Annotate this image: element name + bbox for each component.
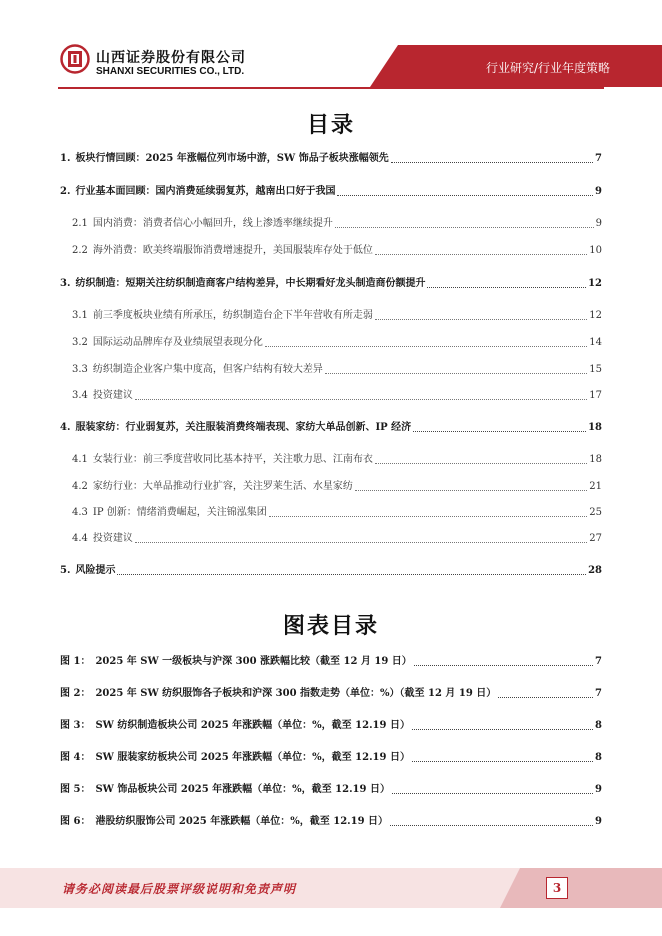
entry-title: 港股纺织服饰公司 2025 年涨跌幅（单位：%，截至 12.19 日） (95, 816, 389, 827)
figure-entry[interactable] (60, 813, 602, 829)
entry-page: 9 (595, 186, 602, 197)
page-footer (0, 868, 662, 908)
dot-leader (335, 227, 594, 228)
dot-leader (412, 729, 593, 730)
entry-title: 家纺行业：大单品推动行业扩容，关注罗莱生活、水星家纺 (92, 481, 353, 492)
entry-title: 板块行情回顾：2025 年涨幅位列市场中游，SW 饰品子板块涨幅领先 (75, 153, 389, 164)
entry-page: 9 (595, 816, 602, 827)
toc-subentry[interactable] (60, 334, 602, 350)
report-category-tag: 行业研究/行业年度策略 (485, 61, 610, 75)
entry-page: 12 (589, 310, 602, 321)
entry-title: 行业基本面回顾：国内消费延续弱复苏，越南出口好于我国 (75, 186, 336, 197)
entry-number: 3.1 (72, 310, 88, 321)
entry-title: SW 饰品板块公司 2025 年涨跌幅（单位：%，截至 12.19 日） (95, 784, 390, 795)
toc-entry[interactable] (60, 419, 602, 435)
dot-leader (414, 665, 593, 666)
dot-leader (337, 195, 593, 196)
entry-number: 3.3 (72, 364, 88, 375)
shanxi-securities-logo-icon (60, 44, 90, 74)
figure-entry[interactable] (60, 781, 602, 797)
header-divider (58, 87, 604, 89)
entry-page: 15 (589, 364, 602, 375)
toc-subentry[interactable] (60, 307, 602, 323)
toc-subentry[interactable] (60, 215, 602, 231)
entry-page: 28 (588, 565, 602, 576)
entry-number: 2.1 (72, 218, 88, 229)
entry-number: 图 3： (60, 720, 91, 731)
entry-page: 7 (595, 656, 602, 667)
toc-subentry[interactable] (60, 242, 602, 258)
entry-number: 5. (60, 565, 71, 576)
entry-number: 3.2 (72, 337, 88, 348)
entry-number: 2.2 (72, 245, 88, 256)
dot-leader (413, 431, 586, 432)
toc-subentry[interactable] (60, 451, 602, 467)
entry-number: 3. (60, 278, 71, 289)
toc-subentry[interactable] (60, 530, 602, 546)
entry-title: 国际运动品牌库存及业绩展望表现分化 (92, 337, 263, 348)
entry-title: 前三季度板块业绩有所承压，纺织制造台企下半年营收有所走弱 (92, 310, 373, 321)
page-number: 3 (546, 877, 568, 899)
toc-entry[interactable] (60, 275, 602, 291)
disclaimer-notice: 请务必阅读最后股票评级说明和免责声明 (62, 882, 297, 896)
entry-number: 图 2： (60, 688, 91, 699)
dot-leader (390, 825, 593, 826)
figure-entry[interactable] (60, 749, 602, 765)
dot-leader (498, 697, 593, 698)
entry-number: 4.3 (72, 507, 88, 518)
dot-leader (375, 319, 587, 320)
figure-entry[interactable] (60, 653, 602, 669)
entry-title: SW 服装家纺板块公司 2025 年涨跌幅（单位：%，截至 12.19 日） (95, 752, 410, 763)
entry-number: 图 4： (60, 752, 91, 763)
entry-number: 4.2 (72, 481, 88, 492)
dot-leader (412, 761, 593, 762)
entry-number: 4.1 (72, 454, 88, 465)
dot-leader (391, 162, 593, 163)
entry-page: 18 (589, 454, 602, 465)
entry-page: 14 (589, 337, 602, 348)
entry-page: 12 (588, 278, 602, 289)
entry-page: 18 (588, 422, 602, 433)
entry-page: 9 (595, 784, 602, 795)
entry-page: 27 (589, 533, 602, 544)
entry-number: 1. (60, 153, 71, 164)
entry-number: 4.4 (72, 533, 88, 544)
entry-number: 图 1： (60, 656, 91, 667)
toc-entry[interactable] (60, 183, 602, 199)
entry-number: 图 6： (60, 816, 91, 827)
entry-number: 图 5： (60, 784, 91, 795)
entry-page: 21 (589, 481, 602, 492)
dot-leader (355, 490, 587, 491)
entry-title: 海外消费：欧美终端服饰消费增速提升，美国服装库存处于低位 (92, 245, 373, 256)
entry-title: 2025 年 SW 一级板块与沪深 300 涨跌幅比较（截至 12 月 19 日） (95, 656, 412, 667)
entry-page: 25 (589, 507, 602, 518)
dot-leader (265, 346, 587, 347)
figure-entry[interactable] (60, 717, 602, 733)
entry-title: 纺织制造企业客户集中度高，但客户结构有较大差异 (92, 364, 323, 375)
dot-leader (269, 516, 588, 517)
dot-leader (375, 463, 587, 464)
entry-title: SW 纺织制造板块公司 2025 年涨跌幅（单位：%，截至 12.19 日） (95, 720, 410, 731)
toc-subentry[interactable] (60, 387, 602, 403)
dot-leader (135, 542, 587, 543)
figure-entry[interactable] (60, 685, 602, 701)
entry-page: 8 (595, 752, 602, 763)
dot-leader (135, 399, 587, 400)
entry-title: 纺织制造：短期关注纺织制造商客户结构差异，中长期看好龙头制造商份额提升 (75, 278, 426, 289)
entry-page: 9 (595, 218, 602, 229)
entry-page: 10 (589, 245, 602, 256)
entry-page: 17 (589, 390, 602, 401)
dot-leader (325, 373, 587, 374)
dot-leader (427, 287, 586, 288)
entry-title: 服装家纺：行业弱复苏，关注服装消费终端表现、家纺大单品创新、IP 经济 (75, 422, 412, 433)
dot-leader (375, 254, 587, 255)
figure-list-title: 图表目录 (282, 614, 379, 639)
entry-title: 国内消费：消费者信心小幅回升，线上渗透率继续提升 (92, 218, 333, 229)
entry-title: IP 创新：情绪消费崛起，关注锦泓集团 (92, 507, 267, 518)
toc-title: 目录 (306, 113, 355, 138)
entry-title: 风险提示 (75, 565, 116, 576)
toc-entry[interactable] (60, 150, 602, 166)
entry-number: 4. (60, 422, 71, 433)
entry-number: 3.4 (72, 390, 88, 401)
entry-title: 投资建议 (92, 533, 133, 544)
entry-title: 投资建议 (92, 390, 133, 401)
toc-subentry[interactable] (60, 478, 602, 494)
company-name-en: SHANXI SECURITIES CO., LTD. (96, 66, 245, 77)
entry-number: 2. (60, 186, 71, 197)
dot-leader (117, 574, 586, 575)
entry-title: 2025 年 SW 纺织服饰各子板块和沪深 300 指数走势（单位：%）（截至 12 月 19 日） (95, 688, 497, 699)
toc-subentry[interactable] (60, 361, 602, 377)
entry-page: 8 (595, 720, 602, 731)
page-header (0, 0, 662, 90)
entry-page: 7 (595, 688, 602, 699)
dot-leader (392, 793, 593, 794)
entry-title: 女装行业：前三季度营收同比基本持平，关注歌力思、江南布衣 (92, 454, 373, 465)
toc-entry[interactable] (60, 562, 602, 578)
entry-page: 7 (595, 153, 602, 164)
toc-subentry[interactable] (60, 504, 602, 520)
company-name-cn: 山西证券股份有限公司 (96, 50, 246, 66)
